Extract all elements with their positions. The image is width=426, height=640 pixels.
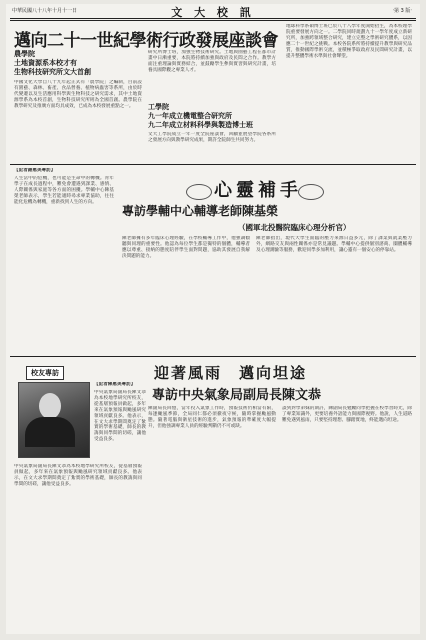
article1-col2b: 文大工學院成立一年一度全院座談會，回顧並展望學院各系所之發展方向與教學研究成果，期許全院師生共同努力。	[148, 132, 276, 143]
article3-col2: 陳副局長回憶，當年投入氣象工作時，預報技術仍相當有限，每逢颱風季節，全局同仁都必須徹夜守候，隨時掌握颱風動態。隨著電腦與衛星技術的進步，氣象預報的準確度大幅提升，但他強調專業人員的經驗判斷仍不可或缺。	[148, 406, 276, 429]
article2-section-title: 心靈補手	[214, 180, 302, 201]
article2-headline: 專訪學輔中心輔導老師陳基榮	[122, 204, 279, 218]
article3-notice: 【記者陳惠美專訪】	[94, 382, 136, 387]
article1-subhead-material: 九二年成立材料科學與製造博士班	[148, 121, 253, 129]
article1-col2: 研究所博士班，加強生物技術研究。土地與園藝工程在都市計畫中日漸重要，本院將持續加強與政府及民間之合作。教學方面注重理論與實務結合，並鼓勵學生參與實習與研究計畫，培養具國際觀之專業人才。	[148, 50, 276, 73]
article1-college-eng: 工學院	[148, 103, 169, 111]
section-rule-1	[10, 164, 416, 165]
article3-col1-top: 中央氣象局副局長陳文恭為本校地學研究所校友，從基層預報員做起，多年來在氣象預報與颱風研究領域貢獻良多。他表示，在文大求學期間奠定了紮實的學術基礎，師長的教誨與同學間的切磋，讓他受益良多。	[94, 390, 146, 443]
article1-subhead-mech: 九一年成立機電整合研究所	[148, 112, 232, 120]
article3-headline: 專訪中央氣象局副局長陳文恭	[152, 388, 322, 403]
article3-title: 迎著風雨 邁向坦途	[154, 364, 308, 382]
article1-subhead-biotech: 生物科技研究所文大首創	[14, 68, 91, 76]
portrait-head	[39, 393, 61, 419]
ornament-left-icon	[186, 184, 212, 200]
article3-col1: 中央氣象局副局長陳文恭為本校地學研究所校友，從基層預報員做起，多年來在氣象預報與颱風研究領域貢獻良多。他表示，在文大求學期間奠定了紮實的學術基礎，師長的教誨與同學間的切磋，讓他受益良多。	[14, 464, 142, 487]
newspaper-page	[6, 4, 420, 634]
section-rule-2	[10, 356, 416, 357]
article2-col3: 陳老師指出，現代大學生面臨的壓力來源日益多元，除了課業與就業壓力外，網路交友與兩性關係亦是常見議題。學輔中心提供個別諮商、團體輔導及心理測驗等服務，歡迎同學多加利用，讓心靈有一個安心的停靠站。	[256, 236, 412, 253]
top-rule	[10, 18, 416, 19]
article1-college-agri: 農學院	[14, 50, 35, 58]
issue-date: 中華民國八十八年十月十一日	[12, 8, 78, 14]
article2-col2: 陳老師擁有多年臨床心理經驗，在學校輔導工作中，他強調傾聽與同理的重要性。他認為每位學生都是獨特的個體，輔導者應以尊重、接納的態度陪伴學生面對問題，協助其發展自我解決問題的能力。	[122, 236, 250, 259]
article2-notice: 【記者謝惠美專訪】	[14, 168, 56, 173]
article1-headline: 邁向二十一世紀學術行政發展座談會	[14, 31, 278, 51]
article3-col3: 談到對學弟妹的期許，陳副局長勉勵同學把握在校學習時光，除了專業知識外，更要培養外語能力與國際視野。他說，人生道路難免遇到風雨，只要堅持理想、腳踏實地，終能邁向坦途。	[282, 406, 412, 423]
portrait-body	[25, 417, 75, 447]
article1-subhead-land: 土地資源系本校才有	[14, 59, 77, 67]
alumni-interview-tag: 校友專訪	[26, 366, 64, 380]
top-rule-thin	[10, 20, 416, 21]
page-number: ‧第 3 版‧	[392, 8, 412, 14]
portrait-photo	[18, 382, 90, 458]
article2-col1: 人生當中的危機，也可能是生命中的轉機。青年學子在成長過程中，難免會遭遇到課業、感情、人際關係與家庭等各方面的困擾。學輔中心陳基榮老師表示，學生若能適時尋求專業協助，往往能化危機為轉機，重新找到人生的方向。	[14, 176, 114, 205]
newspaper-title: 文 大 校 訊	[171, 6, 255, 19]
article2-byline: （國軍北投醫院臨床心理分析官）	[238, 223, 351, 232]
ornament-right-icon	[298, 184, 324, 200]
article1-col1: 中國文化大學自八十九年起正式有「農學院」之編制，目前設有園藝、森林、畜產、食品營養、植物病蟲害等系所，由於時代變遷以及生活應用科學與生物科技之研究需求，其中土地資源學系為本校首創，生物科技研究所則為全國首創。農學院在教學研究及推廣方面均具成效，已成為本校發展重點之一。	[14, 80, 142, 109]
article1-col3: 地球科學系碩博士班已於八十八學年度開始招生，為本校理學院重要發展方向之一。二學院同時規劃九十一學年度成立新研究所，加強跨領域整合研究，建立完整之學術研究體系，以因應二十一世紀之挑戰。本校各院系所將持續提升教學與研究品質，推動國際學術交流，並積極爭取政府及民間研究計畫，以提升整體學術水準與社會聲望。	[286, 24, 412, 59]
masthead	[6, 4, 420, 18]
